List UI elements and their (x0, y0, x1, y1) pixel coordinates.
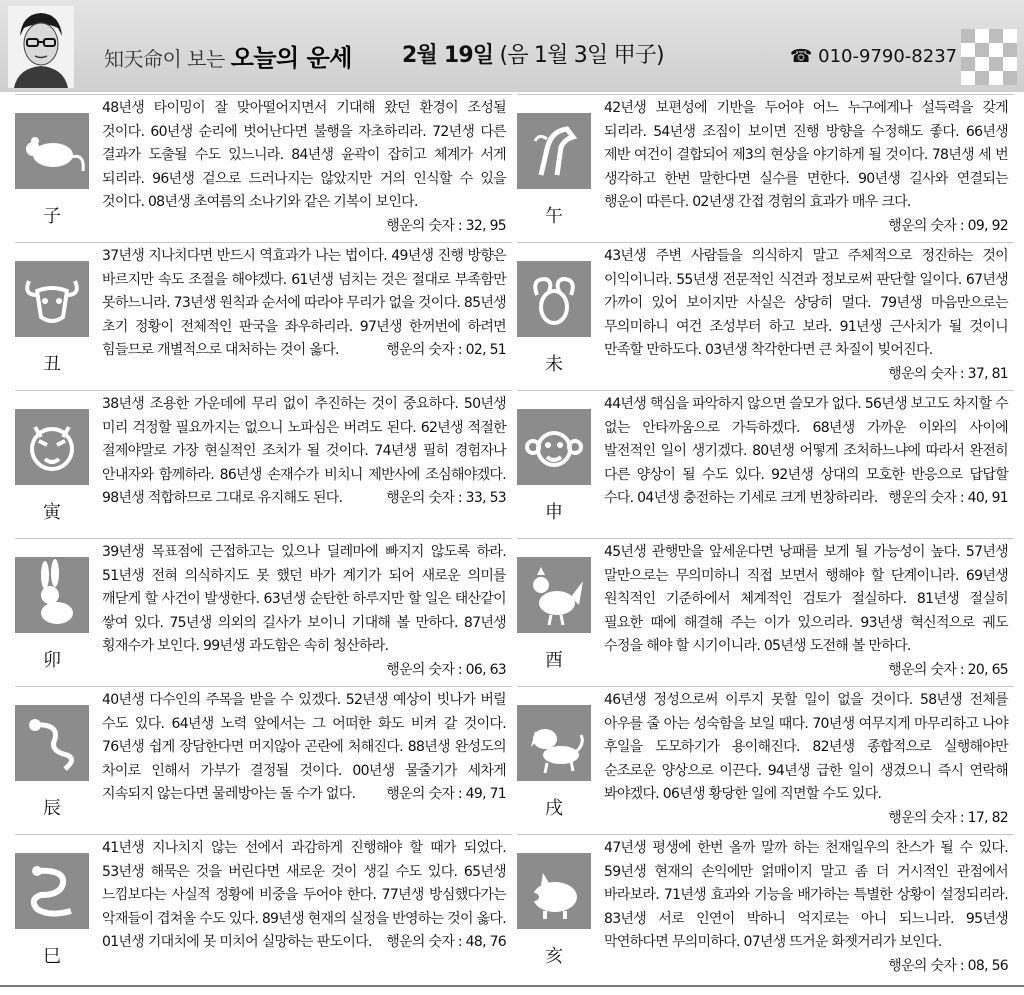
fortune-text: 42년생 보편성에 기반을 두어야 어느 누구에게나 설득력을 갖게 되리라. 54년생 조짐이 보이면 진행 방향을 수정해도 좋다. 66년생 제반 여건이 결합되어 제3의 현상을 야기하게 될 것이다. 78년생 세 번 생각하고 한번 말한다면 실수를 면한다. 90년생 길사와 연결되는 행운이 따른다. 02년생 간접 경험의 효과가 매우 크다. 행운의 숫자 : 09, 92 (604, 97, 1008, 239)
zodiac-hanja: 巳 (43, 946, 61, 967)
sheep-icon (517, 261, 591, 337)
zodiac-hanja: 亥 (545, 946, 563, 967)
dragon-icon (15, 705, 89, 781)
bottom-rule (0, 985, 1024, 987)
date-line (402, 38, 664, 69)
rabbit-icon (15, 557, 89, 633)
fortune-text: 47년생 평생에 한번 올까 말까 하는 천재일우의 찬스가 될 수 있다. 59년생 현재의 손익에만 얽매이지 말고 좀 더 거시적인 관점에서 바라보라. 71년생 효과와 기능을 배가하는 특별한 상황이 설정되리라. 83년생 서로 인연이 박하니 억지로는 아니 되느니라. 95년생 막연하다면 무의미하다. 07년생 뜨거운 화젯거리가 보인다. 행운의 숫자 : 08, 56 (604, 837, 1008, 979)
fortune-text: 43년생 주변 사람들을 의식하지 말고 주체적으로 정진하는 것이 이익이니라. 55년생 전문적인 식견과 정보로써 판단할 일이다. 67년생 가까이 있어 보이지만 사실은 상당히 멀다. 79년생 마음만으로는 무의미하니 여건 조성부터 하고 보라. 91년생 근사치가 될 것이니 만족할 만하도다. 03년생 착각한다면 큰 차질이 빚어진다. 행운의 숫자 : 37, 81 (604, 245, 1008, 387)
fortune-entry-rabbit (15, 538, 512, 687)
rooster-icon (517, 557, 591, 633)
dog-icon (517, 705, 591, 781)
lucky-numbers: 행운의 숫자 : 20, 65 (888, 661, 1008, 678)
fortune-entry-rooster (517, 538, 1014, 687)
ox-icon (15, 261, 89, 337)
lucky-numbers: 행운의 숫자 : 48, 76 (386, 934, 506, 951)
zodiac-hanja: 午 (545, 206, 563, 227)
fortune-text: 45년생 관행만을 앞세운다면 낭패를 보게 될 가능성이 높다. 57년생 말만으로는 무의미하니 직접 보면서 행해야 할 단계이니라. 69년생 원칙적인 기준하에서 체계적인 검토가 절실하다. 81년생 절실히 필요한 때에 해결해 주는 이가 있으리라. 93년생 혁신적으로 궤도 수정을 해야 할 시기이니라. 05년생 도전해 볼 만하다. 행운의 숫자 : 20, 65 (604, 541, 1008, 683)
phone-number: ☎ 010-9790-8237 (790, 46, 958, 67)
tiger-icon (15, 409, 89, 485)
pig-icon (517, 853, 591, 929)
snake-icon (15, 853, 89, 929)
title-prefix: 知天命이 보는 (104, 47, 231, 71)
fortune-entry-pig (517, 834, 1014, 983)
fortune-text: 40년생 다수인의 주목을 받을 수 있겠다. 52년생 예상이 빗나가 버릴 수도 있다. 64년생 노력 앞에서는 그 어떠한 화도 비켜 갈 것이다. 76년생 쉽게 장담한다면 머지않아 곤란에 처해진다. 88년생 완성도의 차이로 인해서 가부가 결정될 것이다. 00년생 물줄기가 세차게 지속되지 않는다면 물레방아는 돌 수가 없다. 행운의 숫자 : 49, 71 (102, 689, 506, 807)
fortune-entry-horse (517, 94, 1014, 243)
fortune-text: 37년생 지나치다면 반드시 역효과가 나는 법이다. 49년생 진행 방향은 바르지만 속도 조절을 해야겠다. 61년생 넘치는 것은 절대로 부족함만 못하느니라. 73년생 원칙과 순서에 따라야 무리가 없을 것이다. 85년생 초기 정황이 전체적인 판국을 좌우하리라. 97년생 한꺼번에 하려면 힘들므로 개별적으로 대처하는 것이 옳다. 행운의 숫자 : 02, 51 (102, 245, 506, 363)
lucky-numbers: 행운의 숫자 : 40, 91 (888, 490, 1008, 507)
zodiac-hanja: 寅 (43, 502, 61, 523)
zodiac-hanja: 戌 (545, 798, 563, 819)
fortune-entry-snake (15, 834, 512, 983)
lucky-numbers: 행운의 숫자 : 37, 81 (888, 365, 1008, 382)
fortune-text: 41년생 지나치지 않는 선에서 과감하게 진행해야 할 때가 되었다. 53년생 해묵은 것을 버린다면 새로운 것이 생길 수도 있다. 65년생 느낌보다는 사실적 정황에 비중을 두어야 한다. 77년생 방심했다가는 악재들이 겹쳐올 수도 있다. 89년생 현재의 실정을 반영하는 것이 옳다. 01년생 기대치에 못 미치어 실망하는 판도이다. 행운의 숫자 : 48, 76 (102, 837, 506, 955)
lucky-numbers: 행운의 숫자 : 32, 95 (386, 217, 506, 234)
fortune-text: 38년생 조용한 가운데에 무리 없이 추진하는 것이 중요하다. 50년생 미리 걱정할 필요까지는 없으니 노파심은 버려도 된다. 62년생 적절한 절제야말로 가장 현실적인 조치가 될 것이다. 74년생 필히 경험자나 안내자와 함께하라. 86년생 손재수가 비치니 제반사에 조심해야겠다. 98년생 적합하므로 그대로 유지해도 된다. 행운의 숫자 : 33, 53 (102, 393, 506, 511)
title-main: 오늘의 운세 (230, 44, 352, 72)
fortune-entry-tiger (15, 390, 512, 539)
fortune-text: 44년생 핵심을 파악하지 않으면 쓸모가 없다. 56년생 보고도 차지할 수 없는 안타까움으로 가득하겠다. 68년생 가까운 이와의 사이에 발전적인 일이 생기겠다. 80년생 어떻게 조처하느냐에 따라서 완전히 다른 양상이 될 수도 있다. 92년생 상대의 모호한 반응으로 답답할 수다. 04년생 충전하는 기세로 크게 번창하리라. 행운의 숫자 : 40, 91 (604, 393, 1008, 511)
horse-icon (517, 113, 591, 189)
zodiac-hanja: 卯 (43, 650, 61, 671)
date-lunar: (음 1월 3일 甲子) (499, 43, 664, 68)
header-bar (0, 0, 1024, 92)
date-solar: 2월 19일 (402, 43, 494, 68)
zodiac-hanja: 辰 (43, 798, 61, 819)
fortune-entry-ox (15, 242, 512, 391)
fortune-entry-sheep (517, 242, 1014, 391)
fortune-entry-dragon (15, 686, 512, 835)
fortune-text: 39년생 목표점에 근접하고는 있으나 딜레마에 빠지지 않도록 하라. 51년생 전혀 의식하지도 못 했던 바가 계기가 되어 새로운 의미를 깨닫게 할 사건이 발생한다. 63년생 순탄한 하루지만 할 일은 태산같이 쌓여 있다. 75년생 의외의 길사가 보이니 기대해 볼 만하다. 87년생 횡재수가 보인다. 99년생 과도함은 속히 청산하라. 행운의 숫자 : 06, 63 (102, 541, 506, 683)
zodiac-hanja: 申 (545, 502, 563, 523)
lucky-numbers: 행운의 숫자 : 17, 82 (888, 809, 1008, 826)
rat-icon (15, 113, 89, 189)
fortune-text: 46년생 정성으로써 이루지 못할 일이 없을 것이다. 58년생 전체를 아우를 줄 아는 성숙함을 보일 때다. 70년생 여무지게 마무리하고 나야 후일을 도모하기가 용이해진다. 82년생 종합적으로 실행해야만 순조로운 양상으로 이끈다. 94년생 급한 일이 생겼으니 즉시 연락해 봐야겠다. 06년생 황당한 일에 직면할 수도 있다. 행운의 숫자 : 17, 82 (604, 689, 1008, 831)
monkey-icon (517, 409, 591, 485)
zodiac-hanja: 酉 (545, 650, 563, 671)
zodiac-hanja: 子 (43, 206, 61, 227)
lucky-numbers: 행운의 숫자 : 06, 63 (386, 661, 506, 678)
column-title (104, 38, 352, 73)
lucky-numbers: 행운의 숫자 : 33, 53 (386, 490, 506, 507)
lucky-numbers: 행운의 숫자 : 09, 92 (888, 217, 1008, 234)
left-column (15, 94, 512, 982)
fortune-entry-rat (15, 94, 512, 243)
columnist-portrait (8, 6, 74, 88)
lucky-numbers: 행운의 숫자 : 49, 71 (386, 786, 506, 803)
lucky-numbers: 행운의 숫자 : 02, 51 (386, 342, 506, 359)
fortune-entry-monkey (517, 390, 1014, 539)
checker-pattern (961, 29, 1017, 85)
zodiac-hanja: 丑 (43, 354, 61, 375)
lucky-numbers: 행운의 숫자 : 08, 56 (888, 957, 1008, 974)
right-column (517, 94, 1014, 982)
fortune-text: 48년생 타이밍이 잘 맞아떨어지면서 기대해 왔던 환경이 조성될 것이다. 60년생 순리에 벗어난다면 불행을 자초하리라. 72년생 다른 결과가 도출될 수도 있느니라. 84년생 윤곽이 잡히고 체계가 서게 되리라. 96년생 겉으로 드러나지는 않았지만 거의 인식할 수 있을 것이다. 08년생 초여름의 소나기와 같은 기복이 보인다. 행운의 숫자 : 32, 95 (102, 97, 506, 239)
fortune-entry-dog (517, 686, 1014, 835)
zodiac-hanja: 未 (545, 354, 563, 375)
